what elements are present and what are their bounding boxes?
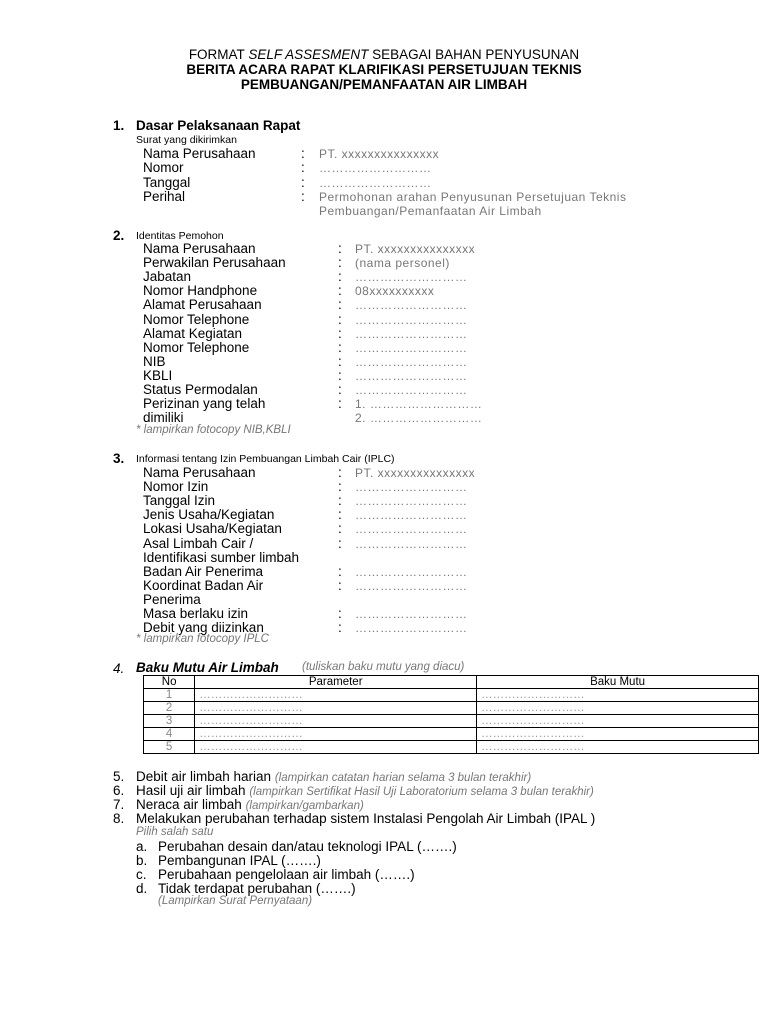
s3-field-colon: :	[338, 620, 342, 636]
s2-field-label: Nomor Telephone	[143, 311, 250, 327]
section-4-heading: Baku Mutu Air Limbah	[136, 660, 279, 675]
table-cell-parameter: ………………………	[195, 689, 477, 702]
option-d-letter: d.	[136, 881, 148, 896]
table-cell-no: 5	[144, 741, 195, 754]
s1-field-colon: :	[301, 174, 305, 190]
s1-field-label: Nomor	[143, 160, 184, 176]
s2-field-colon: :	[338, 241, 342, 256]
s3-field-colon: :	[338, 493, 342, 509]
table-row	[144, 728, 759, 741]
s2-field-label: Nomor Handphone	[143, 283, 258, 299]
s2-field-value: ………………………	[355, 354, 468, 369]
s1-field-label: Tanggal	[143, 174, 191, 190]
item-5-text: Debit air limbah harian (lampirkan catatan harian selama 3 bulan terakhir)	[136, 769, 532, 784]
s3-field-colon: :	[338, 563, 342, 579]
s2-field-value: ………………………	[355, 270, 468, 285]
s3-field-value: ………………………	[355, 578, 468, 593]
option-a-text: Perubahan desain dan/atau teknologi IPAL (…….)	[158, 839, 457, 854]
s1-field-value: Permohonan arahan Penyusunan Persetujuan Teknis	[319, 189, 627, 204]
option-b-text: Pembangunan IPAL (…….)	[158, 853, 321, 868]
item-8-text: Melakukan perubahan terhadap sistem Instalasi Pengolah Air Limbah (IPAL )	[136, 811, 596, 826]
s2-field-label: Nama Perusahaan	[143, 241, 256, 256]
s2-field-value: ………………………	[355, 383, 468, 397]
table-row	[144, 702, 759, 715]
table-cell-baku-mutu: ………………………	[477, 702, 759, 715]
option-d-note: (Lampirkan Surat Pernyataan)	[158, 895, 313, 907]
s3-field-colon: :	[338, 479, 342, 495]
s2-field-colon: :	[338, 311, 342, 327]
item-6-text: Hasil uji air limbah (lampirkan Sertifikat Hasil Uji Laboratorium selama 3 bulan terakhir)	[136, 783, 594, 798]
baku-mutu-table	[143, 675, 759, 754]
s3-field-value: ………………………	[355, 607, 468, 621]
s3-field-colon: :	[338, 606, 342, 621]
s2-field-colon: :	[338, 396, 342, 412]
s3-field-value: ………………………	[355, 508, 468, 523]
s3-field-label: Koordinat Badan Air	[143, 577, 264, 593]
s1-field-value: ………………………	[319, 175, 432, 190]
s1-field-colon: :	[301, 146, 305, 161]
s3-field-value: ………………………	[355, 564, 468, 579]
s2-field-value: PT. xxxxxxxxxxxxxxx	[355, 242, 476, 256]
section-1-subheading: Surat yang dikirimkan	[136, 134, 237, 146]
s3-field-colon: :	[338, 535, 342, 551]
s2-field-label: Jabatan	[143, 269, 192, 285]
s2-field-colon: :	[338, 325, 342, 341]
s3-field-label: Lokasi Usaha/Kegiatan	[143, 521, 282, 537]
item-5-number: 5.	[113, 769, 125, 784]
title-line-1: FORMAT SELF ASSESMENT SEBAGAI BAHAN PENYUSUNAN	[188, 47, 580, 62]
item-7-hint: (lampirkan/gambarkan)	[245, 800, 364, 812]
s3-field-colon: :	[338, 577, 342, 593]
s3-field-label: Badan Air Penerima	[143, 563, 264, 579]
s2-field-colon: :	[338, 339, 342, 355]
s2-field-colon: :	[338, 382, 342, 397]
table-cell-baku-mutu: ………………………	[477, 741, 759, 754]
section-1-number: 1.	[113, 118, 125, 133]
s3-field-value: ………………………	[355, 536, 468, 551]
s3-field-value: ………………………	[355, 621, 468, 636]
item-8-pick-hint: Pilih salah satu	[136, 826, 214, 838]
s2-field-value: (nama personel)	[355, 256, 450, 271]
section-3-number: 3.	[113, 451, 125, 466]
option-c-letter: c.	[136, 867, 147, 882]
s3-field-label: Debit yang diizinkan	[143, 620, 264, 636]
s3-field-label: Nomor Izin	[143, 479, 209, 495]
table-row	[144, 715, 759, 728]
section-2-heading: Identitas Pemohon	[136, 230, 224, 242]
s1-field-value: ………………………	[319, 161, 432, 176]
s3-field-value: ………………………	[355, 494, 468, 509]
s1-field-colon: :	[301, 188, 305, 204]
s2-field-colon: :	[338, 297, 342, 313]
s2-field-value: ………………………	[355, 326, 468, 341]
s2-field-colon: :	[338, 353, 342, 369]
s2-field-label: NIB	[143, 353, 166, 369]
s3-field-label: Asal Limbah Cair /	[143, 535, 254, 551]
title-line-3: PEMBUANGAN/PEMANFAATAN AIR LIMBAH	[240, 77, 528, 92]
s2-field-value: 08xxxxxxxxxx	[355, 284, 435, 299]
s3-field-label: Penerima	[143, 591, 201, 607]
section-2-note: * lampirkan fotocopy NIB,KBLI	[136, 424, 291, 436]
item-7-number: 7.	[113, 797, 125, 812]
s3-field-value: PT. xxxxxxxxxxxxxxx	[355, 466, 476, 480]
s3-field-colon: :	[338, 521, 342, 537]
section-4-number: 4.	[113, 661, 125, 676]
s1-field-value: PT. xxxxxxxxxxxxxxx	[319, 147, 440, 161]
section-4-hint: (tuliskan baku mutu yang diacu)	[302, 661, 465, 673]
table-cell-parameter: ………………………	[195, 715, 477, 728]
s1-field-label: Nama Perusahaan	[143, 146, 256, 161]
s3-field-label: Jenis Usaha/Kegiatan	[143, 507, 275, 523]
s2-field-label: Alamat Perusahaan	[143, 297, 262, 313]
table-cell-baku-mutu: ………………………	[477, 715, 759, 728]
s2-field-value: ………………………	[355, 340, 468, 355]
table-header-no: No	[144, 676, 195, 689]
option-d-text: Tidak terdapat perubahan (…….)	[158, 881, 356, 896]
table-header-row	[144, 676, 759, 689]
option-b-letter: b.	[136, 853, 148, 868]
table-header-parameter: Parameter	[195, 676, 477, 689]
s2-field-label: Status Permodalan	[143, 382, 258, 397]
option-c-text: Perubahaan pengelolaan air limbah (…….)	[158, 867, 415, 882]
table-cell-no: 1	[144, 689, 195, 702]
table-cell-parameter: ………………………	[195, 741, 477, 754]
title-line-2: BERITA ACARA RAPAT KLARIFIKASI PERSETUJUAN TEKNIS	[186, 62, 582, 77]
item-5-hint: (lampirkan catatan harian selama 3 bulan terakhir)	[274, 772, 532, 784]
s3-field-label: Nama Perusahaan	[143, 465, 256, 480]
s2-field-value: ………………………	[355, 298, 468, 313]
option-a-letter: a.	[136, 839, 148, 854]
table-cell-no: 4	[144, 728, 195, 741]
s3-field-label: Masa berlaku izin	[143, 606, 249, 621]
s3-field-label: Tanggal Izin	[143, 493, 216, 509]
s2-field-value: ………………………	[355, 312, 468, 327]
s2-field-value: ………………………	[355, 368, 468, 383]
s2-field-colon: :	[338, 283, 342, 299]
table-cell-baku-mutu: ………………………	[477, 728, 759, 741]
item-6-hint: (lampirkan Sertifikat Hasil Uji Laboratorium selama 3 bulan terakhir)	[249, 786, 594, 798]
s2-field-label: Nomor Telephone	[143, 339, 250, 355]
table-cell-baku-mutu: ………………………	[477, 689, 759, 702]
section-2-number: 2.	[113, 228, 125, 243]
s3-field-value: ………………………	[355, 480, 468, 495]
s2-field-colon: :	[338, 255, 342, 271]
s3-field-value: ………………………	[355, 522, 468, 537]
s2-field-label: dimiliki	[143, 410, 184, 426]
table-cell-parameter: ………………………	[195, 702, 477, 715]
s2-field-value: 1. ………………………	[355, 397, 483, 412]
table-row	[144, 741, 759, 754]
s2-field-value: 2. ………………………	[355, 411, 483, 426]
s3-field-colon: :	[338, 465, 342, 480]
s2-field-label: Perizinan yang telah	[143, 396, 266, 412]
s3-field-label: Identifikasi sumber limbah	[143, 549, 300, 565]
table-cell-no: 2	[144, 702, 195, 715]
s2-field-label: Alamat Kegiatan	[143, 325, 243, 341]
s1-field-value: Pembuangan/Pemanfaatan Air Limbah	[319, 204, 542, 219]
table-cell-no: 3	[144, 715, 195, 728]
s2-field-colon: :	[338, 269, 342, 285]
s1-field-label: Perihal	[143, 188, 186, 204]
item-6-number: 6.	[113, 783, 125, 798]
section-3-heading: Informasi tentang Izin Pembuangan Limbah Cair (IPLC)	[136, 453, 395, 465]
table-cell-parameter: ………………………	[195, 728, 477, 741]
s2-field-colon: :	[338, 367, 342, 383]
item-8-number: 8.	[113, 811, 125, 826]
section-1-heading: Dasar Pelaksanaan Rapat	[136, 118, 301, 133]
item-7-text: Neraca air limbah (lampirkan/gambarkan)	[136, 797, 364, 812]
s3-field-colon: :	[338, 507, 342, 523]
s2-field-label: Perwakilan Perusahaan	[143, 255, 286, 271]
table-row	[144, 689, 759, 702]
section-3-note: * lampirkan fotocopy IPLC	[136, 633, 269, 645]
s1-field-colon: :	[301, 160, 305, 176]
table-header-baku-mutu: Baku Mutu	[477, 676, 759, 689]
s2-field-label: KBLI	[143, 367, 173, 383]
